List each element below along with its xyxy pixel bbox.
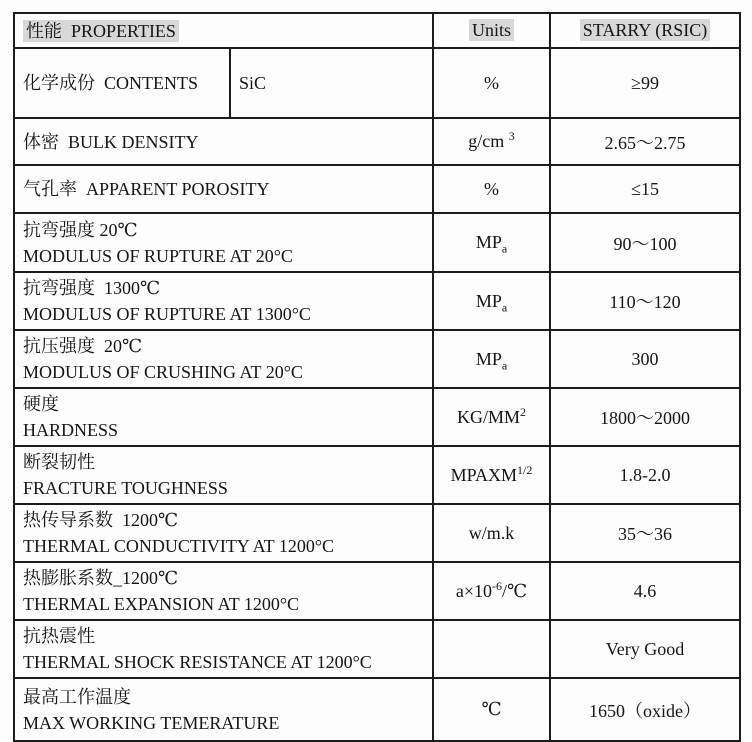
properties-header-label: 性能 PROPERTIES [23,20,179,42]
value-cell: 90～100 [550,213,740,272]
property-cell [14,388,433,446]
table-row-porosity [14,165,740,213]
table-row-bulk-density [14,118,740,165]
spec-table-container [13,12,741,742]
unit-base: a×10 [455,580,493,601]
brand-header-label: STARRY (RSIC) [580,19,710,41]
property-name-cn: 断裂韧性 [23,452,95,472]
table-row-rupture-20 [14,213,740,272]
unit-cell [433,678,550,741]
value-cell: 35～36 [550,504,740,562]
property-cell [14,213,433,272]
unit-base: ℃ [481,699,502,719]
property-cell [14,272,433,330]
table-row-rupture-1300 [14,272,740,330]
unit-cell [433,620,550,678]
unit-cell [433,272,550,330]
unit-cell [433,165,550,213]
units-header-cell [433,13,550,48]
unit-base: KG/MM [457,406,521,427]
property-name-en: MODULUS OF RUPTURE AT 1300°C [23,304,311,324]
unit-subscript: a [501,300,508,315]
property-cell [14,620,433,678]
value-cell: 4.6 [550,562,740,620]
value-cell: 1650（oxide） [550,678,740,741]
property-name-en: THERMAL EXPANSION AT 1200°C [23,594,300,614]
table-row-hardness [14,388,740,446]
value-cell: 2.65～2.75 [550,118,740,165]
property-name-en: THERMAL SHOCK RESISTANCE AT 1200°C [23,652,372,672]
unit-superscript: 3 [508,129,515,143]
property-cell [14,48,230,118]
table-row-max-working-temp [14,678,740,741]
property-name-cn: 抗弯强度 1300℃ [23,278,161,298]
table-row-crushing-20 [14,330,740,388]
unit-base: w/m.k [468,522,515,543]
property-name-en: MODULUS OF RUPTURE AT 20°C [23,245,293,266]
value-cell: 300 [550,330,740,388]
property-name-cn: 抗热震性 [23,626,95,646]
unit-base: g/cm [468,131,509,151]
property-name-cn: 抗压强度 20℃ [23,336,143,356]
property-cell [14,562,433,620]
property-name-cn: 最高工作温度 [23,686,131,707]
unit-cell [433,446,550,504]
unit-cell [433,504,550,562]
unit-cell [433,330,550,388]
value-cell: 1.8-2.0 [550,446,740,504]
unit-subscript: a [501,358,508,373]
unit-cell [433,562,550,620]
value-cell: 110～120 [550,272,740,330]
unit-subscript: a [501,241,508,256]
property-name-cn: 化学成份 CONTENTS [23,73,198,93]
property-name-cn: 热传导系数 1200℃ [23,510,179,530]
header-row [14,13,740,48]
unit-base: % [484,178,500,199]
property-name-cn: 硬度 [23,394,59,414]
properties-table [13,12,741,742]
table-row-fracture-toughness [14,446,740,504]
value-cell: ≥99 [550,48,740,118]
unit-superscript: -6 [492,578,503,593]
unit-superscript: 2 [520,404,527,419]
property-name-en: FRACTURE TOUGHNESS [23,478,228,498]
property-cell [14,678,433,741]
property-name-cn: 气孔率 APPARENT POROSITY [23,179,270,199]
unit-suffix: /℃ [502,580,528,601]
property-name-en: MODULUS OF CRUSHING AT 20°C [23,362,303,382]
unit-cell [433,118,550,165]
properties-header-cell [14,13,433,48]
property-name-en: HARDNESS [23,420,119,440]
component-label: SiC [239,73,267,93]
unit-cell [433,48,550,118]
unit-base: MP [475,232,502,252]
unit-base: MP [475,290,502,311]
brand-header-cell [550,13,740,48]
unit-superscript: 1/2 [517,462,533,477]
property-name-cn: 热膨胀系数_1200℃ [23,568,179,588]
property-name-en: THERMAL CONDUCTIVITY AT 1200°C [23,536,335,556]
unit-cell [433,388,550,446]
property-cell [14,446,433,504]
property-name-cn: 体密 BULK DENSITY [23,131,199,152]
property-name-en: MAX WORKING TEMERATURE [23,712,280,733]
value-cell: 1800～2000 [550,388,740,446]
table-row-thermal-conductivity [14,504,740,562]
value-cell: ≤15 [550,165,740,213]
table-row-contents [14,48,740,118]
table-row-thermal-expansion [14,562,740,620]
value-cell: Very Good [550,620,740,678]
unit-cell [433,213,550,272]
component-cell [230,48,433,118]
property-cell [14,504,433,562]
property-name-cn: 抗弯强度 20℃ [23,219,138,240]
table-row-thermal-shock [14,620,740,678]
property-cell [14,330,433,388]
units-header-label: Units [469,19,514,41]
property-cell [14,118,433,165]
property-cell [14,165,433,213]
unit-base: % [484,72,500,93]
unit-base: MP [475,348,502,369]
unit-base: MPAXM [450,464,518,485]
